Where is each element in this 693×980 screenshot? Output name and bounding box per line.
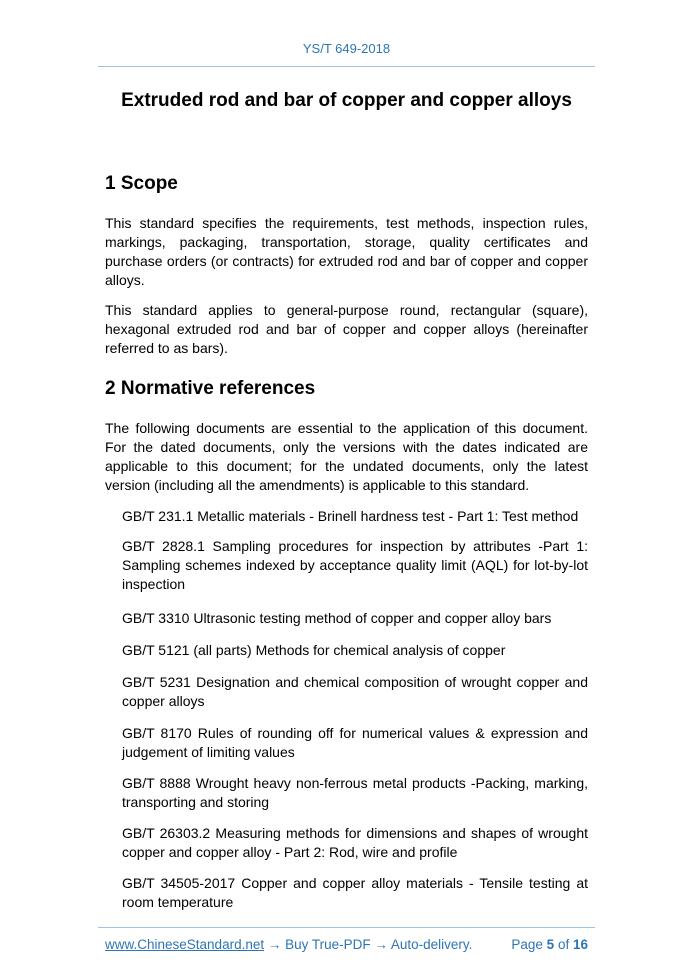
header-divider bbox=[98, 66, 595, 67]
footer-promo bbox=[105, 936, 472, 953]
section-heading-scope: 1 Scope bbox=[105, 173, 178, 194]
reference-item: GB/T 8170 Rules of rounding off for numerical values & expression and judgement of limiting values bbox=[122, 725, 588, 760]
reference-item: GB/T 231.1 Metallic materials - Brinell hardness test - Part 1: Test method bbox=[122, 508, 579, 524]
website-link[interactable]: www.ChineseStandard.net bbox=[105, 937, 265, 952]
reference-item: GB/T 26303.2 Measuring methods for dimensions and shapes of wrought copper and copper alloy - Part 2: Rod, wire and profile bbox=[122, 825, 588, 860]
footer-divider bbox=[98, 927, 595, 928]
reference-item: GB/T 2828.1 Sampling procedures for inspection by attributes -Part 1: Sampling schemes indexed by acceptance quality limit (AQL) for lot-by-lot inspection bbox=[122, 538, 588, 592]
reference-item: GB/T 5121 (all parts) Methods for chemical analysis of copper bbox=[122, 642, 506, 658]
reference-item: GB/T 8888 Wrought heavy non-ferrous metal products -Packing, marking, transporting and storing bbox=[122, 775, 588, 810]
section-heading-normative-references: 2 Normative references bbox=[105, 378, 316, 399]
page-label: Page bbox=[511, 937, 543, 952]
document-code-header: YS/T 649-2018 bbox=[302, 41, 391, 56]
scope-paragraph: This standard applies to general-purpose round, rectangular (square), hexagonal extruded rod and bar of copper and copper alloys (hereinafter referred to as bars). bbox=[105, 302, 588, 356]
references-intro-paragraph: The following documents are essential to the application of this document. For the dated documents, only the versions with the dates indicated are applicable to this document; for the undated documents, only the latest version (including all the amendments) is applicable to this standard. bbox=[105, 420, 588, 493]
of-label: of bbox=[557, 937, 570, 952]
reference-item: GB/T 3310 Ultrasonic testing method of copper and copper alloy bars bbox=[122, 610, 552, 626]
document-title: Extruded rod and bar of copper and copper alloys bbox=[121, 90, 572, 111]
page-footer bbox=[105, 936, 588, 953]
footer-tagline: → Buy True-PDF → Auto-delivery. bbox=[264, 937, 473, 952]
current-page: 5 bbox=[546, 937, 555, 952]
reference-item: GB/T 34505-2017 Copper and copper alloy materials - Tensile testing at room temperature bbox=[122, 875, 588, 910]
scope-paragraph: This standard specifies the requirements, test methods, inspection rules, markings, packaging, transportation, storage, quality certificates and purchase orders (or contracts) for extruded rod and bar of copper and copper alloys. bbox=[105, 215, 588, 288]
total-pages: 16 bbox=[572, 937, 588, 952]
page-number bbox=[511, 936, 588, 953]
reference-item: GB/T 5231 Designation and chemical composition of wrought copper and copper alloys bbox=[122, 674, 588, 709]
